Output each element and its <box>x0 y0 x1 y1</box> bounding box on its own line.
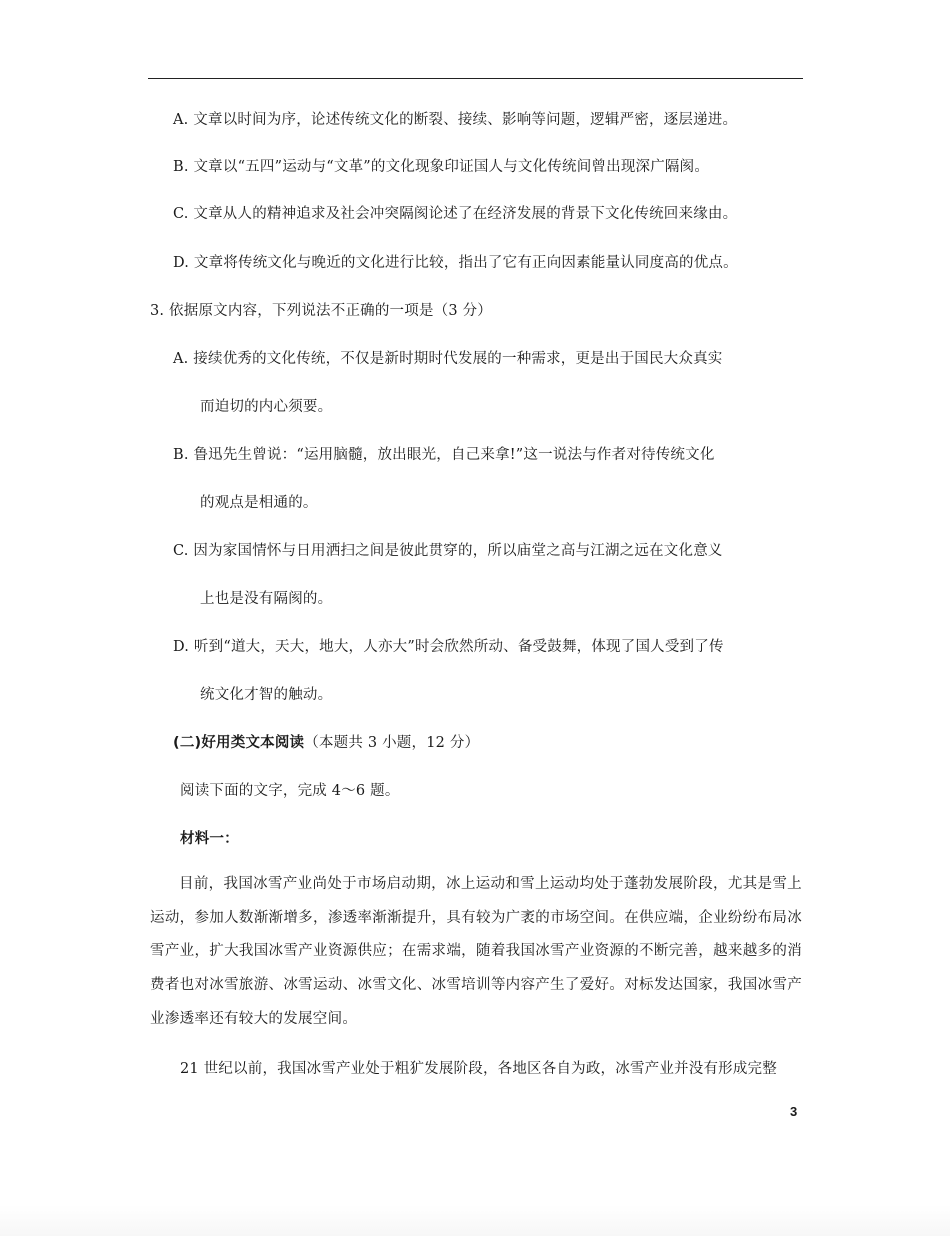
q3-option-d-line2: 统文化才智的触动。 <box>200 687 333 703</box>
section-heading <box>173 733 479 753</box>
section-instruction: 阅读下面的文字，完成 4～6 题。 <box>180 783 400 799</box>
q2-option-a: A. 文章以时间为序，论述传统文化的断裂、接续、影响等问题，逻辑严密，逐层递进。 <box>173 112 738 128</box>
q3-option-b-line1: B. 鲁迅先生曾说：“运用脑髓，放出眼光，自己来拿!”这一说法与作者对待传统文化 <box>173 447 715 463</box>
q3-option-c-line2: 上也是没有隔阂的。 <box>200 591 333 607</box>
q2-option-c: C. 文章从人的精神追求及社会冲突隔阂论述了在经济发展的背景下文化传统回来缘由。 <box>173 206 738 222</box>
q2-option-b: B. 文章以“五四”运动与“文革”的文化现象印证国人与文化传统间曾出现深广隔阂。 <box>173 159 710 175</box>
q3-option-a-line1: A. 接续优秀的文化传统，不仅是新时期时代发展的一种需求，更是出于国民大众真实 <box>173 351 723 367</box>
q3-option-c-line1: C. 因为家国情怀与日用洒扫之间是彼此贯穿的，所以庙堂之高与江湖之远在文化意义 <box>173 543 723 559</box>
header-rule <box>148 78 803 79</box>
material-label: 材料一： <box>180 831 239 847</box>
section-title: (二)好用类文本阅读 <box>173 735 305 751</box>
q3-option-d-line1: D. 听到“道大，天大，地大，人亦大”时会欣然所动、备受鼓舞，体现了国人受到了传 <box>173 639 724 655</box>
q3-option-a-line2: 而迫切的内心须要。 <box>200 399 333 415</box>
page-bottom-edge <box>0 1205 950 1236</box>
q3-stem: 3. 依据原文内容，下列说法不正确的一项是（3 分） <box>150 303 492 319</box>
q3-option-b-line2: 的观点是相通的。 <box>200 495 318 511</box>
page-number: 3 <box>790 1104 798 1119</box>
material-paragraph-1: 目前，我国冰雪产业尚处于市场启动期，冰上运动和雪上运动均处于蓬勃发展阶段，尤其是雪上运动，参加人数渐渐增多，渗透率渐渐提升，具有较为广袤的市场空间。在供应端，企业纷纷布局冰雪产业，扩大我国冰雪产业资源供应；在需求端，随着我国冰雪产业资源的不断完善，越来越多的消费者也对冰雪旅游、冰雪运动、冰雪文化、冰雪培训等内容产生了爱好。对标发达国家，我国冰雪产业渗透率还有较大的发展空间。 <box>150 876 802 1027</box>
q2-option-d: D. 文章将传统文化与晚近的文化进行比较，指出了它有正向因素能量认同度高的优点。 <box>173 255 738 271</box>
section-note: （本题共 3 小题，12 分） <box>304 735 480 751</box>
material-paragraph-2: 21 世纪以前，我国冰雪产业处于粗犷发展阶段，各地区各自为政，冰雪产业并没有形成完整 <box>180 1061 777 1077</box>
